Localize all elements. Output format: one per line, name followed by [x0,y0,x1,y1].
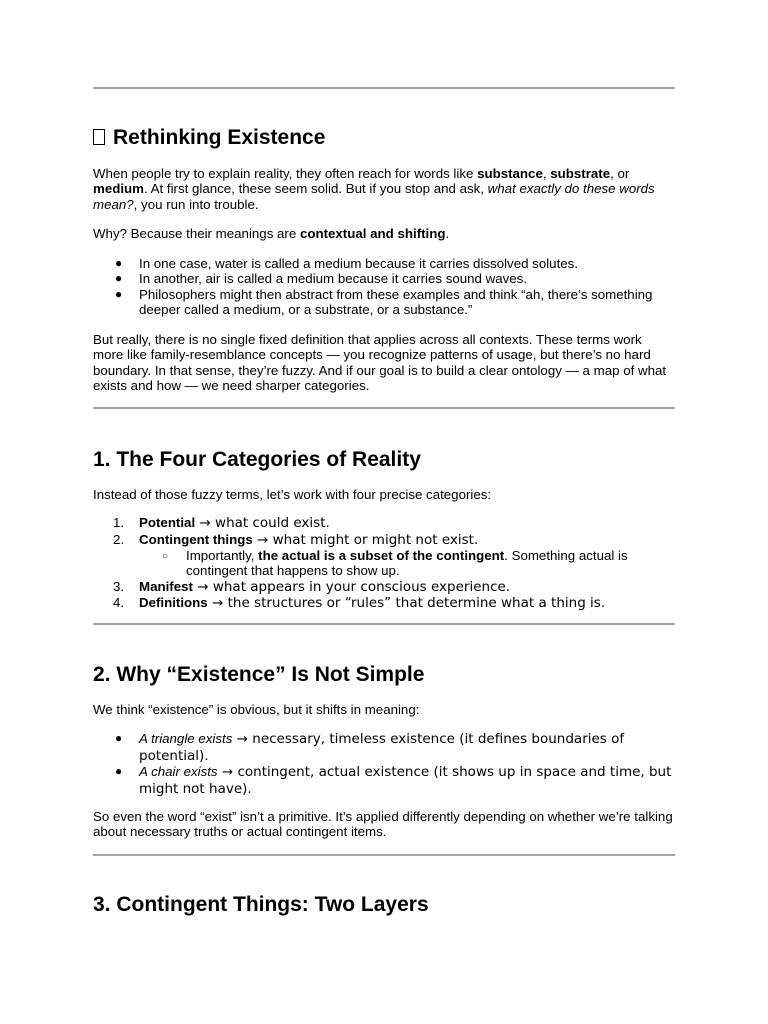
list-item [93,764,675,797]
list-item-text: In one case, water is called a medium because it carries dissolved solutes. [139,256,579,271]
bullet-icon: ● [115,286,123,301]
item-description: → necessary, timeless existence (it defines boundaries of potential). [139,731,625,764]
italic-phrase: what exactly do these words mean? [93,181,655,212]
categories-list [93,515,675,612]
list-number: 4. [113,595,125,611]
list-item [93,595,675,612]
list-item [93,515,675,532]
item-label: Manifest [139,578,193,594]
section-1-heading: 1. The Four Categories of Reality [93,448,421,471]
text-span: . Something actual is contingent that happens to show up. [186,548,628,579]
item-description: → what appears in your conscious experience. [192,578,511,595]
missing-glyph-icon [93,129,105,145]
divider [93,87,675,89]
item-description: → what might or might not exist. [252,531,479,548]
item-label: Contingent things [139,531,253,547]
bullet-icon: ● [115,731,123,745]
section-2-heading: 2. Why “Existence” Is Not Simple [93,663,425,686]
bold-term: the actual is a subset of the contingent [258,548,505,563]
list-item [93,532,675,549]
bullet-icon: ● [115,256,123,270]
hollow-bullet-icon: ○ [162,551,169,562]
text-span: Importantly, [186,548,259,563]
intro-heading [93,126,325,150]
section-3-heading: 3. Contingent Things: Two Layers [93,893,429,916]
list-number: 3. [113,578,125,594]
item-description: → contingent, actual existence (it shows up in space and time, but might not have). [139,764,672,797]
list-item [93,579,675,596]
bullet-icon: ● [115,764,123,778]
section-1-intro: Instead of those fuzzy terms, let’s work with four precise categories: [93,487,492,502]
item-description: → the structures or “rules” that determine what a thing is. [207,595,606,612]
section-2-intro: We think “existence” is obvious, but it shifts in meaning: [93,702,420,717]
list-item [93,287,675,318]
text-span: , or [610,166,630,181]
bold-term: medium [93,181,144,197]
intro-paragraph-1 [93,166,675,212]
list-item [93,731,675,764]
item-label: A chair exists [139,764,218,779]
list-item [93,271,675,286]
intro-heading-text: Rethinking Existence [113,126,326,149]
list-item-text: In another, air is called a medium because it carries sound waves. [139,271,528,287]
item-label: Potential [139,515,196,530]
item-label: Definitions [139,595,208,611]
list-number: 2. [113,531,125,547]
list-item [93,256,675,271]
bold-term: substrate [550,166,611,181]
item-label: A triangle exists [139,731,233,746]
intro-bullet-list [93,256,675,317]
bullet-icon: ● [115,271,123,286]
divider [93,623,675,625]
existence-list [93,731,675,797]
list-number: 1. [113,515,125,530]
text-span: . [445,226,450,241]
text-span: , you run into trouble. [133,196,259,212]
intro-paragraph-3: But really, there is no single fixed definition that applies across all contexts. These terms work more like family-resemblance concepts — you recognize patterns of usage, but there’s no hard boundary. In that sense, they’re fuzzy. And if our goal is to build a clear ontology — a map of what exists and how — we need sharper categories. [93,332,667,393]
sub-list-item [93,548,675,579]
divider [93,854,675,856]
text-span: , [542,166,551,181]
text-span: Why? Because their meanings are [93,226,300,241]
text-span: When people try to explain reality, they often reach for words like [93,166,478,181]
intro-paragraph-2 [93,226,675,241]
text-span: . At first glance, these seem solid. But if you stop and ask, [143,181,488,197]
bold-term: substance [477,166,543,181]
section-2-outro: So even the word “exist” isn’t a primitive. It’s applied differently depending on whether we’re talking about necessary truths or actual contingent items. [93,809,673,840]
list-item-text: Philosophers might then abstract from these examples and think “ah, there’s something deeper called a medium, or a substrate, or a substance.” [139,286,653,317]
item-description: → what could exist. [195,515,330,531]
divider [93,407,675,409]
bold-term: contextual and shifting [299,226,446,241]
